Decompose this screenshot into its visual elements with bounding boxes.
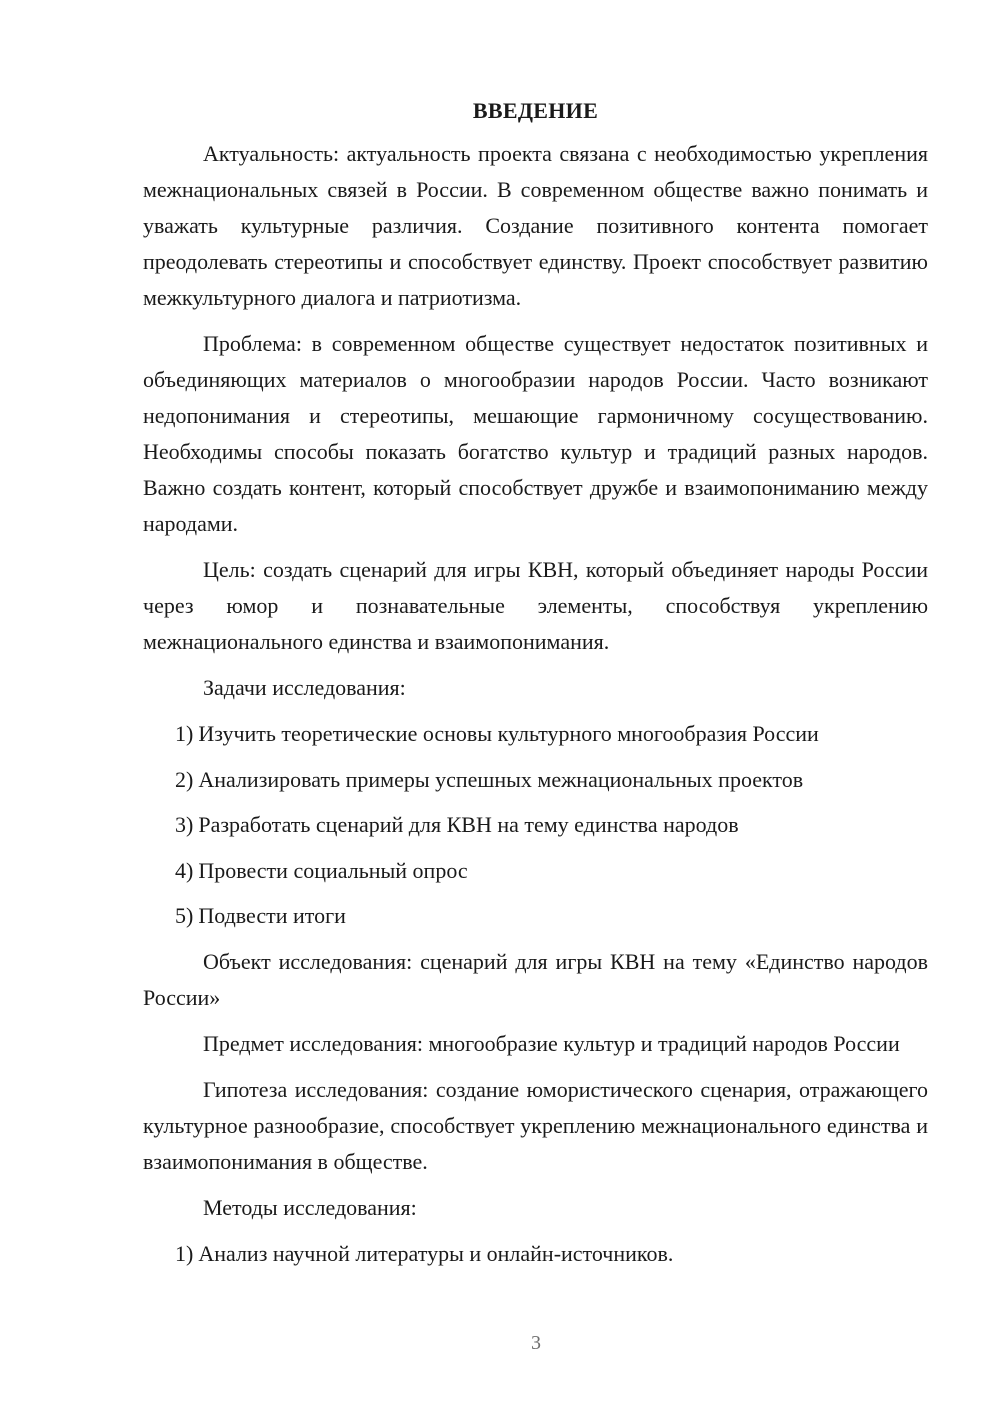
method-item-1: 1) Анализ научной литературы и онлайн-источников. (175, 1240, 674, 1266)
task-text: Анализировать примеры успешных межнациональных проектов (198, 766, 804, 792)
page-number: 3 (531, 1332, 541, 1354)
hypothesis-paragraph: Гипотеза исследования: создание юмористического сценария, отражающего культурное разнообразие, способствует укреплению межнационального единства и взаимопонимания в обществе. (143, 1076, 928, 1174)
tasks-heading: Задачи исследования: (203, 675, 406, 700)
problem-paragraph: Проблема: в современном обществе существует недостаток позитивных и объединяющих материалов о многообразии народов России. Часто возникают недопонимания и стереотипы, мешающие гармоничному сосуществованию. Необходимы способы показать богатство культур и традиций разных народов. Важно создать контент, который способствует дружбе и взаимопониманию между народами. (143, 331, 928, 536)
task-text: Подвести итоги (198, 903, 346, 928)
subject-paragraph: Предмет исследования: многообразие культур и традиций народов России (203, 1030, 900, 1056)
object-paragraph: Объект исследования: сценарий для игры КВН на тему «Единство народов России» (143, 948, 928, 1010)
goal-paragraph: Цель: создать сценарий для игры КВН, который объединяет народы России через юмор и познавательные элементы, способствуя укреплению межнационального единства и взаимопонимания. (143, 557, 928, 654)
relevance-paragraph: Актуальность: актуальность проекта связана с необходимостью укрепления межнациональных связей в России. В современном обществе важно понимать и уважать культурные различия. Создание позитивного контента помогает преодолевать стереотипы и способствует единству. Проект способствует развитию межкультурного диалога и патриотизма. (143, 141, 928, 310)
task-text: Провести социальный опрос (198, 857, 468, 883)
task-item-1: 1) Изучить теоретические основы культурного многообразия России (175, 721, 819, 746)
task-item-5: 5) Подвести итоги (175, 903, 346, 928)
methods-heading: Методы исследования: (203, 1194, 417, 1220)
task-item-3: 3) Разработать сценарий для КВН на тему единства народов (175, 812, 739, 837)
task-text: Разработать сценарий для КВН на тему единства народов (198, 812, 739, 837)
method-text: Анализ научной литературы и онлайн-источников. (198, 1240, 674, 1266)
task-item-2: 2) Анализировать примеры успешных межнациональных проектов (175, 766, 804, 792)
task-text: Изучить теоретические основы культурного многообразия России (198, 721, 819, 746)
section-title: ВВЕДЕНИЕ (472, 98, 599, 123)
task-item-4: 4) Провести социальный опрос (175, 857, 468, 883)
document-page (143, 96, 928, 1281)
